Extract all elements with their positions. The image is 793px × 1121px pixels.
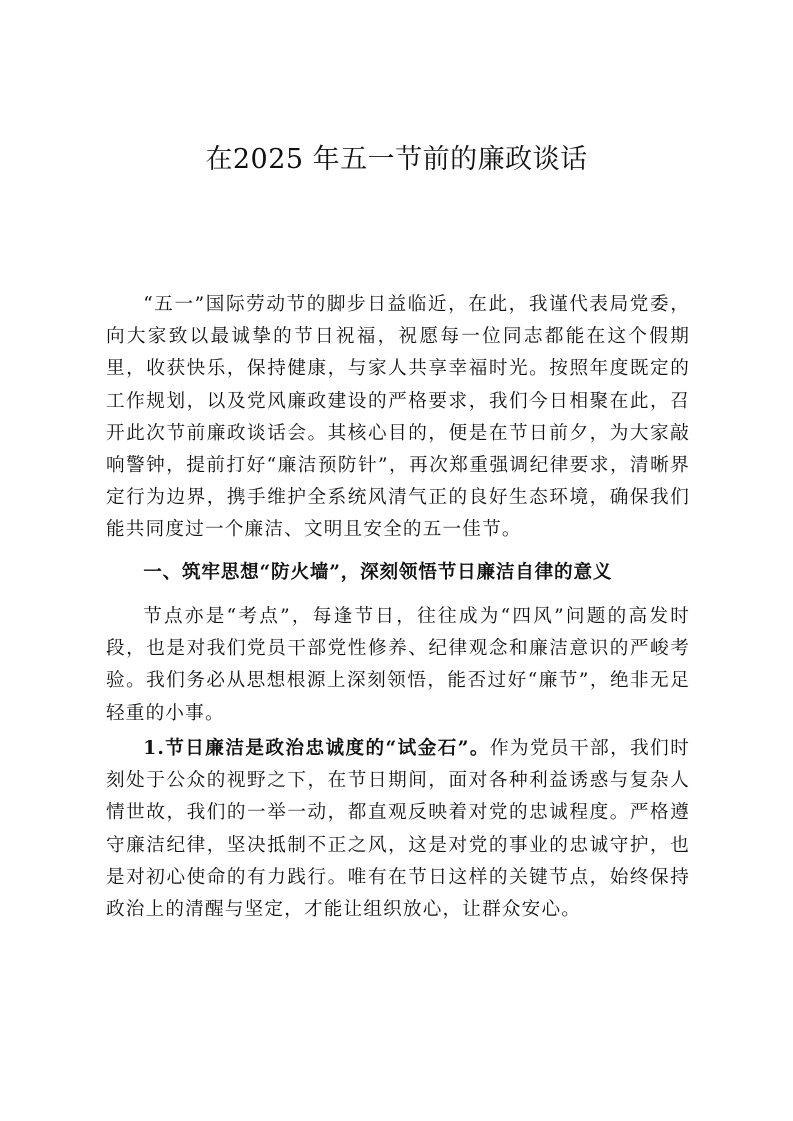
point-1-lead: 1.节日廉洁是政治忠诚度的“试金石”。 <box>143 738 490 759</box>
point-1-body: 作为党员干部，我们时刻处于公众的视野之下，在节日期间，面对各种利益诱惑与复杂人情世故，我们的一举一动，都直观反映着对党的忠诚程度。严格遵守廉洁纪律，坚决抵制不正之风，这是对党的事业的忠诚守护，也是对初心使命的有力践行。唯有在节日这样的关键节点，始终保持政治上的清醒与坚定，才能让组织放心，让群众安心。 <box>106 738 690 921</box>
section-1-heading: 一、筑牢思想“防火墙”，深刻领悟节日廉洁自律的意义 <box>143 562 613 583</box>
point-1-paragraph <box>106 733 690 926</box>
section-1-paragraph: 节点亦是“考点”，每逢节日，往往成为“四风”问题的高发时段，也是对我们党员干部党性修养、纪律观念和廉洁意识的严峻考验。我们务必从思想根源上深刻领悟，能否过好“廉节”，绝非无足轻重的小事。 <box>106 606 690 724</box>
document-title: 在2025 年五一节前的廉政谈话 <box>205 144 588 175</box>
intro-paragraph: “五一”国际劳动节的脚步日益临近，在此，我谨代表局党委，向大家致以最诚挚的节日祝福，祝愿每一位同志都能在这个假期里，收获快乐，保持健康，与家人共享幸福时光。按照年度既定的工作规划，以及党风廉政建设的严格要求，我们今日相聚在此，召开此次节前廉政谈话会。其核心目的，便是在节日前夕，为大家敲响警钟，提前打好“廉洁预防针”，再次郑重强调纪律要求，清晰界定行为边界，携手维护全系统风清气正的良好生态环境，确保我们能共同度过一个廉洁、文明且安全的五一佳节。 <box>106 294 690 541</box>
